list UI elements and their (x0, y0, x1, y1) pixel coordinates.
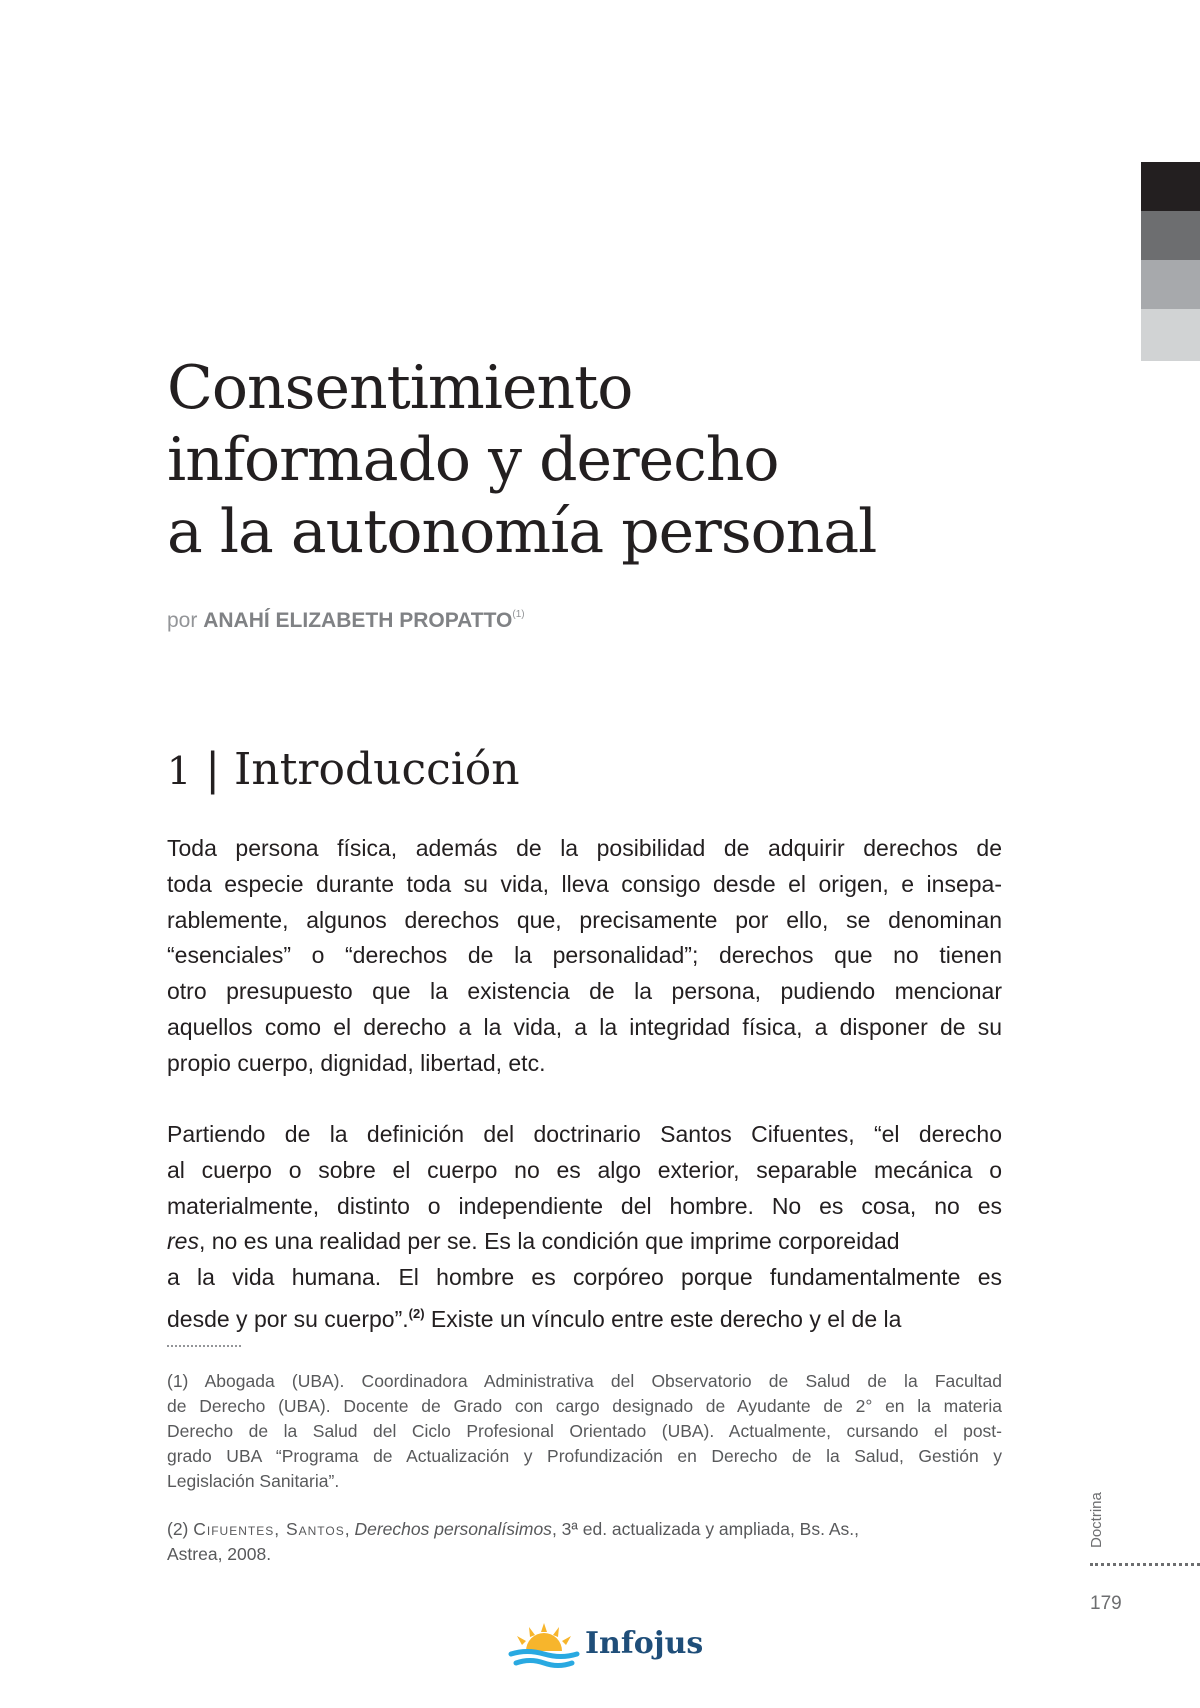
section-side-label: Doctrina (1088, 1492, 1105, 1548)
paragraph-line: a la vida humana. El hombre es corpóreo porque fundamentalmente es (167, 1264, 1002, 1291)
title-line: Consentimiento (167, 353, 633, 423)
byline-prefix: por (167, 609, 198, 632)
logo-wordmark: Infojus (585, 1626, 704, 1661)
paragraph-line: Toda persona física, además de la posibilidad de adquirir derechos de (167, 835, 1002, 861)
paragraph-line: materialmente, distinto o independiente del hombre. No es cosa, no es (167, 1192, 1002, 1219)
line-text: Existe un vínculo entre este derecho y el de la (424, 1305, 902, 1332)
citation-details: , 3ª ed. actualizada y ampliada, Bs. As., (551, 1519, 859, 1539)
sun-waves-icon (507, 1619, 581, 1671)
section-tab-mid (1141, 211, 1200, 260)
footnote-line: Legislación Sanitaria”. (167, 1471, 340, 1491)
footnote-1 (167, 1369, 1002, 1494)
citation-separator: , (344, 1519, 355, 1539)
footnote-ref-2[interactable]: (2) (408, 1305, 425, 1321)
paragraph-1 (167, 831, 1002, 1082)
article-title (167, 352, 1067, 568)
author-note-ref[interactable]: (1) (512, 609, 525, 620)
page-number: 179 (1090, 1593, 1122, 1614)
cited-book: Derechos personalísimos (354, 1519, 552, 1539)
paragraph-line: propio cuerpo, dignidad, libertad, etc. (167, 1049, 546, 1076)
section-tab-dark (1141, 162, 1200, 211)
title-line: a la autonomía personal (167, 497, 877, 567)
paragraph-line: “esenciales” o “derechos de la personalidad”; derechos que no tienen (167, 942, 1002, 969)
section-heading (167, 744, 520, 797)
paragraph-line: toda especie durante toda su vida, lleva consigo desde el origen, e insepa- (167, 870, 1002, 897)
cited-author: Cifuentes, Santos (193, 1519, 345, 1539)
paragraph-line: Partiendo de la definición del doctrinario Santos Cifuentes, “el derecho (167, 1121, 1002, 1147)
title-line: informado y derecho (167, 425, 779, 495)
footnote-line (167, 1517, 1002, 1542)
author-name: ANAHÍ ELIZABETH PROPATTO (203, 609, 513, 632)
section-tab-light (1141, 260, 1200, 309)
infojus-logo (507, 1617, 704, 1673)
paragraph-line: rablemente, algunos derechos que, precisamente por ello, se denominan (167, 906, 1002, 933)
footnote-2 (167, 1517, 1002, 1567)
section-separator: | (205, 744, 221, 795)
paragraph-line: otro presupuesto que la existencia de la persona, pudiendo mencionar (167, 978, 1002, 1005)
paragraph-line: al cuerpo o sobre el cuerpo no es algo exterior, separable mecánica o (167, 1156, 1002, 1183)
paragraph-line: aquellos como el derecho a la vida, a la integridad física, a disponer de su (167, 1013, 1002, 1040)
latin-term: res (167, 1228, 199, 1255)
footnote-line: de Derecho (UBA). Docente de Grado con cargo designado de Ayudante de 2° en la materia (167, 1396, 1002, 1416)
byline (167, 609, 525, 633)
section-title: Introducción (234, 744, 520, 795)
line-text: desde y por su cuerpo”. (167, 1305, 409, 1332)
footnote-line: Astrea, 2008. (167, 1544, 272, 1564)
footnote-line: grado UBA “Programa de Actualización y Profundización en Derecho de la Salud, Gestión y (167, 1446, 1002, 1466)
paragraph-2 (167, 1117, 1002, 1338)
section-number: 1 (167, 749, 192, 793)
footnote-number: (2) (167, 1519, 194, 1539)
paragraph-line (167, 1224, 1002, 1260)
side-dotted-rule (1090, 1563, 1200, 1566)
footnote-line: Derecho de la Salud del Ciclo Profesional Orientado (UBA). Actualmente, cursando el post- (167, 1421, 1002, 1441)
footnote-separator (167, 1345, 241, 1347)
section-tab-lightest (1141, 309, 1200, 361)
footnote-line: (1) Abogada (UBA). Coordinadora Administrativa del Observatorio de Salud de la Facultad (167, 1371, 1002, 1391)
line-text: , no es una realidad per se. Es la condición que imprime corporeidad (198, 1228, 900, 1255)
paragraph-line (167, 1296, 1002, 1338)
